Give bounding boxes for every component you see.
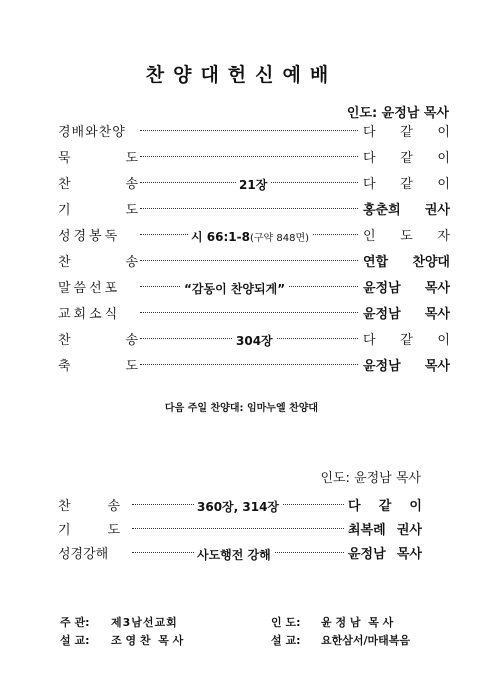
order-person: 연합 찬양대 [363, 255, 450, 270]
order-row [58, 174, 450, 196]
order-label: 기 도 [58, 523, 120, 538]
scripture-reference [188, 226, 312, 250]
order-label: 찬 송 [58, 333, 138, 348]
order-row [58, 304, 450, 326]
order-row [58, 520, 422, 542]
order-label: 찬 송 [58, 177, 138, 192]
lecture-title: 사도행전 강해 [194, 544, 274, 566]
order-person: 최복례 권사 [348, 523, 422, 538]
order-row [58, 226, 450, 248]
order-person: 윤정남 목사 [348, 547, 422, 562]
order-label: 찬 송 [58, 499, 120, 514]
dotted-leader [140, 130, 358, 131]
lead-value: 윤 정 남 목 사 [321, 616, 394, 629]
order-label: 말씀선포 [58, 281, 121, 296]
host-value: 제3남선교회 [111, 616, 178, 629]
order-label: 기 도 [58, 203, 138, 218]
sermon-title: “감동이 찬양되게” [181, 278, 288, 300]
preacher-value: 조 영 찬 목 사 [111, 634, 184, 647]
host-label: 주 관: [60, 616, 90, 629]
order-person: 윤정남 목사 [363, 307, 450, 322]
hymn-number: 304장 [233, 330, 276, 352]
order-row [58, 148, 450, 170]
order-person: 다 같 이 [363, 333, 450, 348]
next-week-notice: 다음 주일 찬양대: 임마누엘 찬양대 [164, 403, 319, 414]
order-row [58, 200, 450, 222]
order-row [58, 356, 450, 378]
dotted-leader [140, 364, 358, 365]
order-person: 다 같 이 [363, 125, 450, 140]
order-row [58, 544, 422, 566]
order-label: 묵 도 [58, 151, 138, 166]
order-person: 다 같 이 [363, 151, 450, 166]
sermon-text-value: 요한삼서/마태복음 [321, 634, 411, 647]
hymn-number: 21장 [236, 174, 270, 196]
order-row [58, 252, 450, 274]
order-label: 성경봉독 [58, 229, 121, 244]
dotted-leader [140, 260, 358, 261]
order-person: 다 같 이 [363, 177, 450, 192]
order-person: 윤정남 목사 [363, 281, 450, 296]
preacher-label: 설 교: [60, 634, 90, 647]
order-row [58, 496, 422, 518]
dotted-leader [140, 312, 358, 313]
order-row [58, 278, 450, 300]
page-title: 찬양대헌신예배 [145, 64, 338, 86]
scripture-text: 시 66:1-8 [191, 230, 250, 244]
order-person: 다 같 이 [348, 499, 422, 514]
order-label: 경배와찬양 [58, 125, 126, 140]
order-person: 홍춘희 권사 [363, 203, 450, 218]
lead-label: 인 도: [271, 616, 301, 629]
order-label: 축 도 [58, 359, 138, 374]
scripture-page-note: (구약 848면) [249, 233, 310, 244]
dotted-leader [140, 208, 358, 209]
dotted-leader [132, 528, 344, 529]
order-label: 성경강해 [58, 547, 109, 562]
hymn-number: 360장, 314장 [194, 496, 282, 518]
sermon-text-label: 설 교: [271, 634, 301, 647]
order-row [58, 122, 450, 144]
order-label: 찬 송 [58, 255, 138, 270]
presider-line-1: 인도: 윤정남 목사 [346, 106, 449, 121]
presider-line-2: 인도: 윤정남 목사 [320, 471, 421, 486]
order-label: 교회소식 [58, 307, 121, 322]
order-person: 윤정남 목사 [363, 359, 450, 374]
order-row [58, 330, 450, 352]
order-person: 인 도 자 [363, 229, 450, 244]
dotted-leader [140, 156, 358, 157]
